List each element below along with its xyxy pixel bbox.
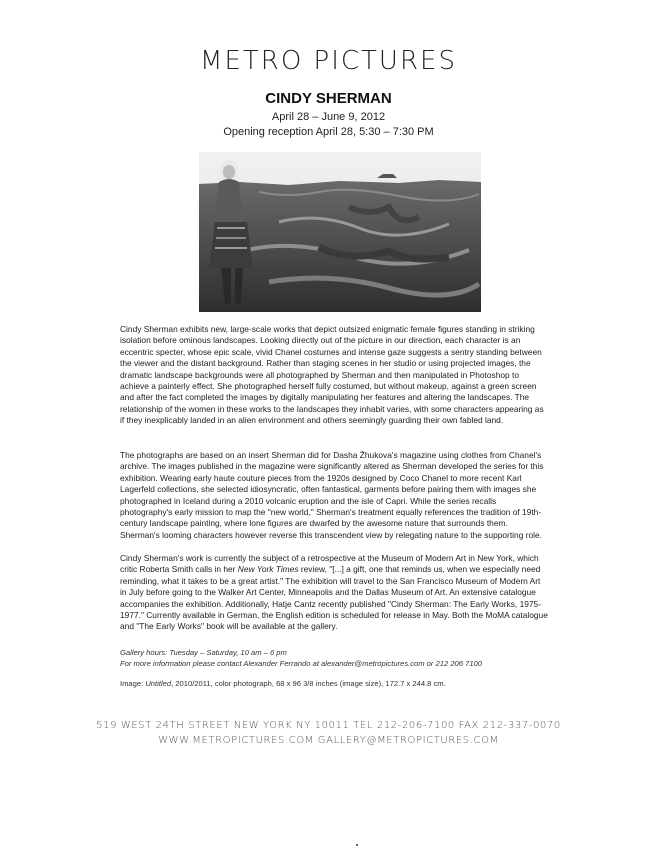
contact-info: For more information please contact Alexander Ferrando at alexander@metropictures.com or 212 206 7100 (120, 659, 482, 668)
exhibition-header (0, 90, 657, 140)
opening-reception: Opening reception April 28, 5:30 – 7:30 PM (223, 126, 434, 138)
caption-prefix: Image: (120, 679, 146, 688)
footer-address: 519 WEST 24TH STREET NEW YORK NY 10011 TEL 212-206-7100 FAX 212-337-0070 (96, 720, 561, 731)
scan-dot (356, 844, 358, 846)
artist-name: CINDY SHERMAN (265, 90, 392, 107)
gallery-name: METRO PICTURES (200, 46, 457, 76)
image-caption (120, 678, 560, 689)
footer-web: WWW.METROPICTURES.COM GALLERY@METROPICTURES.COM (158, 735, 499, 746)
body-paragraph (120, 324, 548, 427)
paragraph-text: review, "[...] a gift, one that reminds us, when we especially need reminding, what it takes to be a great artist." The exhibition will travel to the San Francisco Museum of Modern Art in July before going to the Walker Art Center, Minneapolis and the Dallas Museum of Art. An extensive catalogue accompanies the exhibition. Additionally, Hatje Cantz recently published "Cindy Sherman: The Early Works, 1975-1977." Currently available in German, the English edition is scheduled for release in May. Both the MoMA catalogue and "The Early Works" book will be available at the gallery. (120, 564, 548, 632)
landscape-photo-icon (199, 152, 481, 312)
caption-title: Untitled (145, 679, 172, 688)
body-paragraph (120, 450, 548, 541)
gallery-hours: Gallery hours: Tuesday – Saturday, 10 am – 6 pm (120, 648, 287, 657)
caption-details: , 2010/2011, color photograph, 68 x 96 3/8 inches (image size), 172.7 x 244.8 cm. (171, 679, 446, 688)
paragraph-text: The photographs are based on an insert Sherman did for Dasha Žhukova's magazine using clothes from Chanel's archive. The images published in the magazine were significantly altered as Sherman developed the series for this exhibition. Wearing early haute couture pieces from the 1920s designed by Coco Chanel to more recent Karl Lagerfeld collections, she selected idiosyncratic, often fantastical, garments before pairing them with images she photographed in Iceland during a 2010 volcanic eruption and the isle of Capri. While the series recalls photography's early mission to map the "new world," Sherman's treatment equally references the tradition of 19th-century landscape painting, where lone figures are dwarfed by the awesome nature that surrounds them. Sherman's looming characters however reverse this transcendent view by relegating nature to the supporting role. (120, 450, 544, 540)
paragraph-text: Cindy Sherman's work is currently the subject of a retrospective at the Museum of Modern Art in New York, which critic Roberta Smith calls in her (120, 553, 539, 575)
exhibition-dates: April 28 – June 9, 2012 (271, 111, 386, 123)
body-paragraph (120, 553, 548, 633)
publication-title: New York Times (237, 564, 299, 575)
paragraph-text: Cindy Sherman exhibits new, large-scale works that depict outsized enigmatic female figures standing in striking isolation before ominous landscapes. Looking directly out of the picture in our direction, each character is an eccentric specter, whose epic scale, vivid Chanel costumes and intense gaze suggests a sentry standing between the viewer and the distant background. Rather than staging scenes in her studio or using projected images, the dramatic landscape backgrounds were all photographed by Sherman and then manipulated in Photoshop to achieve a painterly effect. She photographed herself fully costumed, but without makeup, against a green screen and after the fact completed the images by digitally manipulating her features and altering the landscapes. The relationship of the women in these works to the landscapes they inhabit varies, with some characters appearing as if they inexplicably landed in an alien environment and others seemingly guarding their own fabled land. (120, 324, 544, 426)
gallery-info (120, 647, 560, 669)
